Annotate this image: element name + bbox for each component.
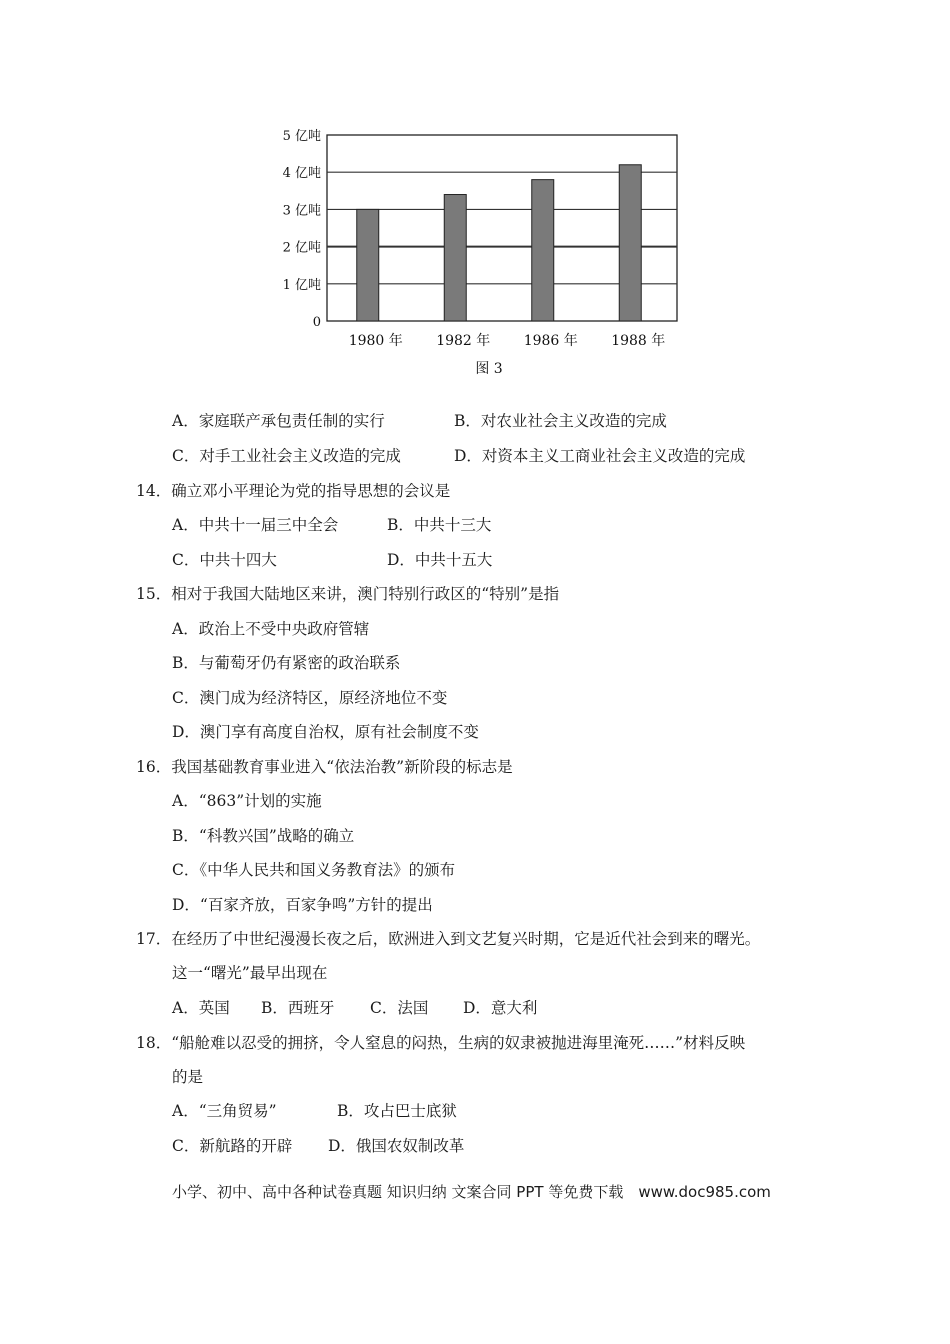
- q15-option-d: D．澳门享有高度自治权，原有社会制度不变: [172, 723, 479, 741]
- q17-option-d: D．意大利: [463, 999, 538, 1017]
- q18-option-c: C．新航路的开辟: [172, 1137, 293, 1155]
- q17-stem-line1: 17．在经历了中世纪漫漫长夜之后，欧洲进入到文艺复兴时期，它是近代社会到来的曙光。: [136, 930, 761, 948]
- q13-option-d: D．对资本主义工商业社会主义改造的完成: [454, 447, 746, 465]
- chart-y-tick-label: 4 亿吨: [282, 166, 321, 182]
- chart-x-tick-label: 1988 年: [611, 333, 666, 349]
- chart-x-tick-labels: [349, 332, 666, 349]
- chart-y-tick-label: 5 亿吨: [282, 129, 321, 144]
- q14-option-c: C．中共十四大: [172, 551, 277, 569]
- q17-option-b: B．西班牙: [261, 999, 335, 1017]
- q18-stem-line1: 18．“船舱难以忍受的拥挤，令人窒息的闷热，生病的奴隶被抛进海里淹死……”材料反映: [136, 1034, 746, 1052]
- chart-caption: 图 3: [475, 361, 503, 377]
- chart-bar: [357, 209, 379, 321]
- q18-option-b: B．攻占巴士底狱: [337, 1102, 457, 1120]
- q13-option-a: A．家庭联产承包责任制的实行: [172, 412, 385, 430]
- chart-x-tick-label: 1980 年: [348, 333, 403, 349]
- q17-option-a: A．英国: [172, 999, 230, 1017]
- chart-x-tick-label: 1982 年: [436, 333, 491, 349]
- q15-stem: 15．相对于我国大陆地区来讲，澳门特别行政区的“特别”是指: [136, 585, 560, 603]
- q15-option-c: C．澳门成为经济特区，原经济地位不变: [172, 689, 448, 707]
- q18-option-a: A．“三角贸易”: [172, 1102, 277, 1120]
- q16-option-c: C．《中华人民共和国义务教育法》的颁布: [172, 861, 456, 879]
- q16-stem: 16．我国基础教育事业进入“依法治教”新阶段的标志是: [136, 758, 513, 776]
- q15-option-b: B．与葡萄牙仍有紧密的政治联系: [172, 654, 401, 672]
- q17-stem-line2: 这一“曙光”最早出现在: [172, 964, 328, 982]
- q15-option-a: A．政治上不受中央政府管辖: [172, 620, 370, 638]
- chart-y-tick-label: 3 亿吨: [282, 203, 321, 219]
- chart-bars: [357, 165, 642, 321]
- chart-bar: [532, 180, 554, 321]
- q13-option-c: C．对手工业社会主义改造的完成: [172, 447, 401, 465]
- q17-option-c: C．法国: [370, 999, 429, 1017]
- chart-y-tick-label: 1 亿吨: [282, 277, 321, 293]
- q16-option-b: B．“科教兴国”战略的确立: [172, 827, 355, 845]
- q18-stem-line2: 的是: [172, 1068, 204, 1086]
- chart-x-tick-label: 1986 年: [523, 333, 578, 349]
- q16-option-d: D．“百家齐放，百家争鸣”方针的提出: [172, 896, 433, 914]
- chart-y-tick-labels: [283, 129, 321, 330]
- q14-option-a: A．中共十一届三中全会: [172, 516, 339, 534]
- chart-bar: [619, 165, 641, 321]
- page-footer: 小学、初中、高中各种试卷真题 知识归纳 文案合同 PPT 等免费下载 www.doc985.com: [172, 1183, 771, 1201]
- q16-option-a: A．“863”计划的实施: [172, 792, 322, 810]
- production-bar-chart: [270, 118, 690, 388]
- q18-option-d: D．俄国农奴制改革: [328, 1137, 465, 1155]
- q14-option-b: B．中共十三大: [387, 516, 492, 534]
- q14-stem: 14．确立邓小平理论为党的指导思想的会议是: [136, 482, 451, 500]
- q13-option-b: B．对农业社会主义改造的完成: [454, 412, 667, 430]
- q14-option-d: D．中共十五大: [387, 551, 493, 569]
- chart-y-tick-label: 2 亿吨: [282, 240, 321, 256]
- chart-bar: [444, 195, 466, 321]
- chart-y-tick-label: 0: [312, 315, 321, 330]
